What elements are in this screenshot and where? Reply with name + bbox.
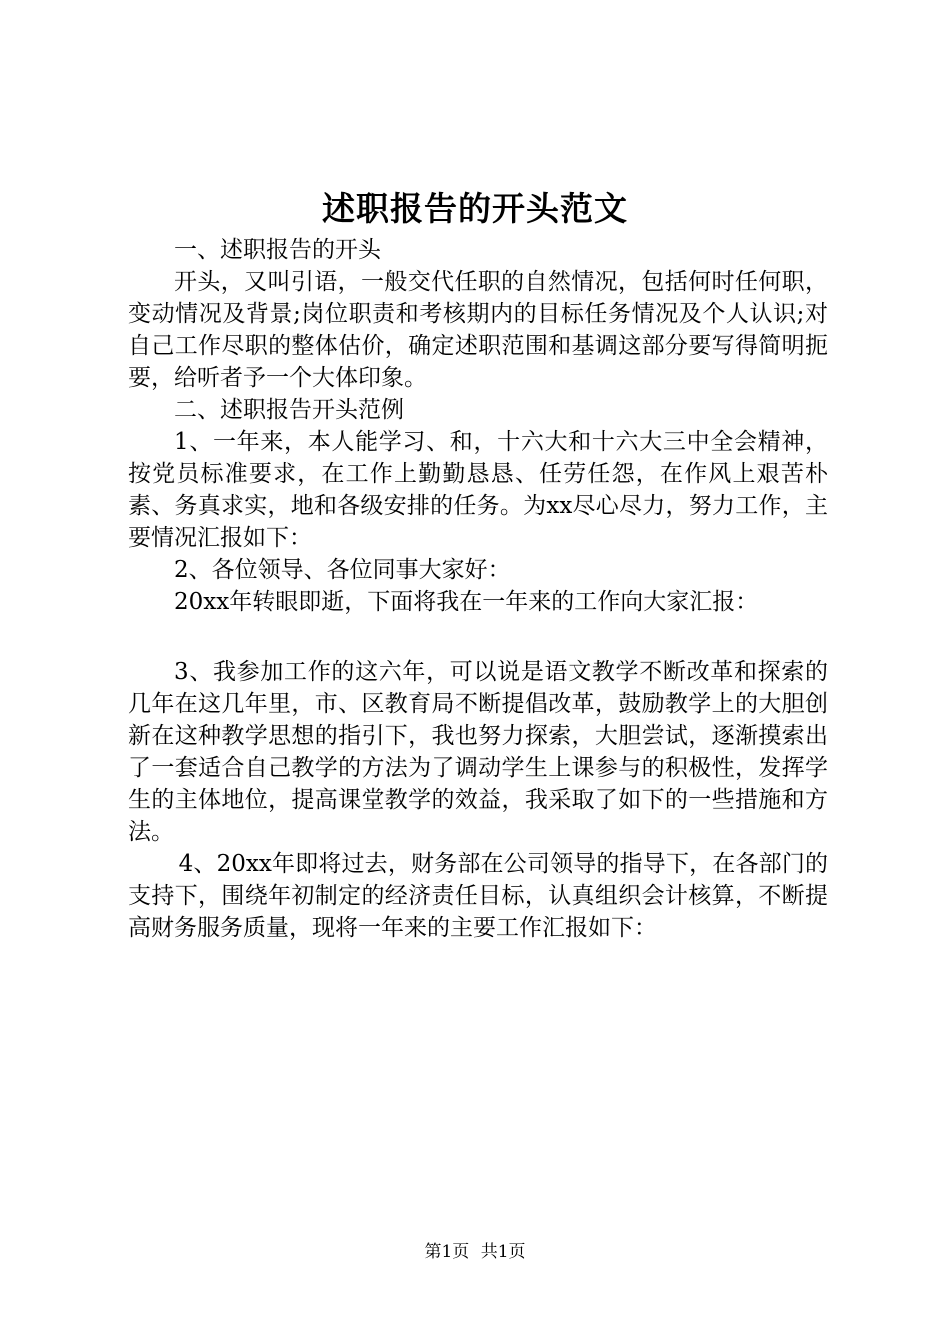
page-number: 第1页	[424, 1242, 470, 1262]
page-footer	[0, 1240, 950, 1264]
paragraph-example-4: 4、20xx年即将过去，财务部在公司领导的指导下，在各部门的支持下，围绕年初制定的经济责任目标，认真组织会计核算，不断提高财务服务质量，现将一年来的主要工作汇报如下：	[128, 851, 828, 941]
section-heading-2: 二、述职报告开头范例	[174, 397, 404, 423]
paragraph-example-1: 1、一年来，本人能学习、和，十六大和十六大三中全会精神，按党员标准要求，在工作上勤勤恳恳、任劳任怨，在作风上艰苦朴素、务真求实，地和各级安排的任务。为xx尽心尽力，努力工作，主要情况汇报如下：	[128, 429, 828, 551]
paragraph-example-3: 3、我参加工作的这六年，可以说是语文教学不断改革和探索的几年在这几年里，市、区教育局不断提倡改革，鼓励教学上的大胆创新在这种教学思想的指引下，我也努力探索，大胆尝试，逐渐摸索出了一套适合自己教学的方法为了调动学生上课参与的积极性，发挥学生的主体地位，提高课堂教学的效益，我采取了如下的一些措施和方法。	[128, 659, 828, 845]
paragraph-example-2-body: 20xx年转眼即逝，下面将我在一年来的工作向大家汇报：	[174, 589, 759, 615]
page-total: 共1页	[480, 1242, 526, 1262]
document-body	[128, 234, 828, 944]
document-title: 述职报告的开头范文	[322, 189, 628, 228]
blank-line	[128, 618, 828, 656]
paragraph-example-2: 2、各位领导、各位同事大家好：	[174, 557, 511, 583]
section-heading-1: 一、述职报告的开头	[174, 237, 381, 263]
paragraph-intro: 开头，又叫引语，一般交代任职的自然情况，包括何时任何职，变动情况及背景;岗位职责和考核期内的目标任务情况及个人认识;对自己工作尽职的整体估价，确定述职范围和基调这部分要写得简明扼要，给听者予一个大体印象。	[128, 269, 828, 391]
